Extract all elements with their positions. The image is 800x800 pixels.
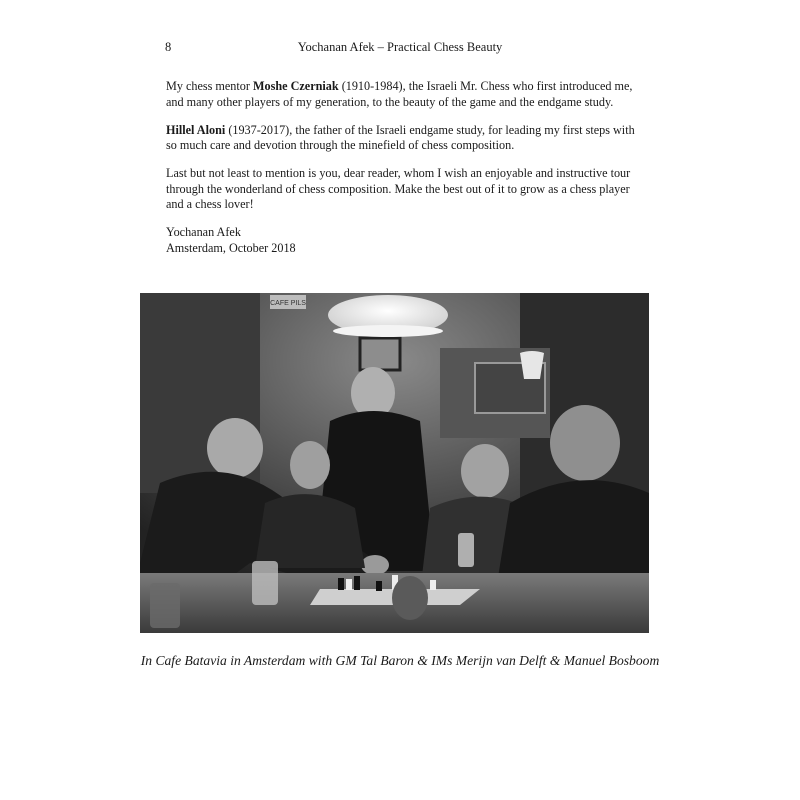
mentor-name: Moshe Czerniak bbox=[253, 79, 339, 93]
page-number: 8 bbox=[165, 40, 172, 54]
cafe-photo bbox=[140, 293, 649, 633]
signature-place-date: Amsterdam, October 2018 bbox=[166, 240, 296, 255]
aloni-name: Hillel Aloni bbox=[166, 122, 226, 137]
paragraph-aloni: Hillel Aloni (1937-2017), the father of the Israeli endgame study, for leading my first steps with so much care and devotion through the minefield of chess composition. bbox=[166, 122, 635, 153]
running-title: Yochanan Afek – Practical Chess Beauty bbox=[297, 40, 503, 54]
body-text bbox=[166, 79, 636, 257]
page-header bbox=[165, 40, 635, 56]
wall-frame bbox=[360, 338, 400, 370]
signature bbox=[166, 225, 636, 256]
cafe-sign: CAFE PILS bbox=[270, 300, 306, 307]
photo-caption: In Cafe Batavia in Amsterdam with GM Tal Baron & IMs Merijn van Delft & Manuel Bosboom bbox=[140, 653, 660, 668]
paragraph-reader: Last but not least to mention is you, dear reader, whom I wish an enjoyable and instructive tour through the wonderland of chess composition. Make the best out of it to grow as a chess player and a chess lover! bbox=[166, 166, 631, 212]
paragraph-czerniak: My chess mentor Moshe Czerniak (1910-1984), the Israeli Mr. Chess who first introduced me, and many other players of my generation, to the beauty of the game and the endgame study. bbox=[166, 79, 633, 109]
signature-name: Yochanan Afek bbox=[166, 225, 241, 240]
